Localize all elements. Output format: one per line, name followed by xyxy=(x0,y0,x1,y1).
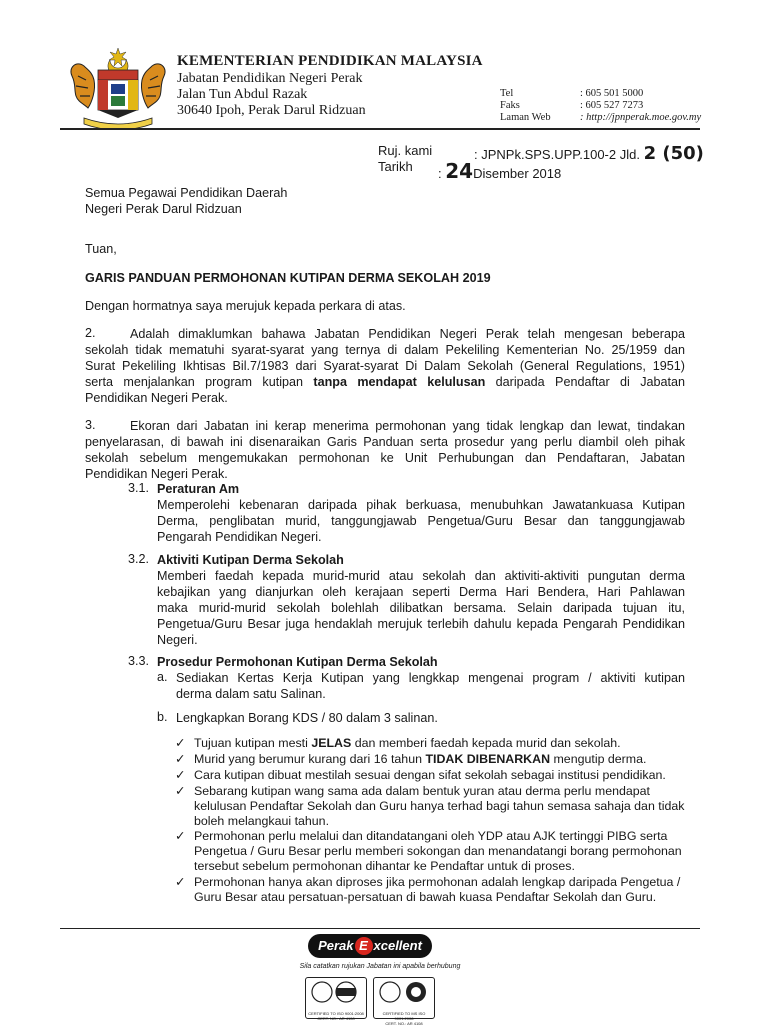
section-3-3-title: Prosedur Permohonan Kutipan Derma Sekolah xyxy=(157,655,438,669)
para2-bold-phrase: tanpa mendapat kelulusan xyxy=(313,375,486,389)
checkmark-icon: ✓ xyxy=(175,829,186,844)
item-text: Tujuan kutipan mesti xyxy=(194,736,308,750)
tel-value: : 605 501 5000 xyxy=(580,88,644,99)
section-3-2-line-4: Pengetua/Guru Besar juga hendaklah merujuk terlebih dahulu kepada Pengarah Pendidikan xyxy=(157,617,685,631)
logo-text-e: E xyxy=(355,937,373,955)
section-3-1-line-2: Derma, penglibatan murid, tanggungjawab Pengetua/Guru Besar dan tanggungjawab xyxy=(157,514,685,528)
item-text: Permohonan hanya akan diproses jika permohonan adalah lengkap daripada Pengetua / Guru Besar atau persatuan-persatuan di bawah kuasa Pendaftar Sekolah dan Guru. xyxy=(194,875,681,905)
section-3-2-number: 3.2. xyxy=(128,552,150,566)
item-a-label: a. xyxy=(157,670,168,684)
perak-excellent-logo xyxy=(308,934,432,958)
checklist-item xyxy=(175,784,687,829)
fax-value: : 605 527 7273 xyxy=(580,100,644,111)
item-bold-text: TIDAK DIBENARKAN xyxy=(425,751,551,766)
section-3-3-number: 3.3. xyxy=(128,654,150,668)
para3-number: 3. xyxy=(85,418,96,432)
item-bold-text: JELAS xyxy=(311,736,352,750)
letter-subject: GARIS PANDUAN PERMOHONAN KUTIPAN DERMA SEKOLAH 2019 xyxy=(85,271,491,285)
cert-text-1: CERTIFIED TO MS ISO 9001:2008 xyxy=(382,1011,426,1021)
para2-line-1: Adalah dimaklumkan bahawa Jabatan Pendidikan Negeri Perak telah mengesan beberapa xyxy=(130,327,685,341)
cert-text-2: CERT. NO.: AR 4108 xyxy=(317,1016,355,1021)
para3-line-4: Pendidikan Negeri Perak. xyxy=(85,467,228,481)
checkmark-icon: ✓ xyxy=(175,875,186,890)
intro-paragraph: Dengan hormatnya saya merujuk kepada perkara di atas. xyxy=(85,299,406,313)
para2-line-2: sekolah tidak mematuhi syarat-syarat yang ternya di dalam Pekeliling Kementerian No. 25/1959 dan xyxy=(85,343,685,357)
item-a-line-1: Sediakan Kertas Kerja Kutipan yang lengkkap mengenai program / aktiviti kutipan xyxy=(176,671,685,685)
para2-line-4-post: daripada Pendaftar di Jabatan xyxy=(495,375,686,389)
ms-iso-cert-badge xyxy=(373,977,435,1026)
date-colon: : xyxy=(438,166,442,181)
web-label: Laman Web xyxy=(500,112,551,123)
date-label: Tarikh xyxy=(378,159,413,174)
checklist-item xyxy=(175,875,687,905)
section-3-2-title: Aktiviti Kutipan Derma Sekolah xyxy=(157,553,344,567)
section-3-2-line-5: Negeri. xyxy=(157,633,198,647)
recipient-line-1: Semua Pegawai Pendidikan Daerah xyxy=(85,186,288,200)
requirements-checklist xyxy=(175,736,687,906)
address-line-2: 30640 Ipoh, Perak Darul Ridzuan xyxy=(177,103,366,118)
ministry-name: KEMENTERIAN PENDIDIKAN MALAYSIA xyxy=(177,53,483,69)
date-day-handwritten: 24 xyxy=(445,159,474,183)
salutation: Tuan, xyxy=(85,242,117,256)
checkmark-icon: ✓ xyxy=(175,767,186,782)
footer-divider xyxy=(60,928,700,929)
para2-line-5: Pendidikan Negeri Perak. xyxy=(85,391,228,405)
section-3-2-line-1: Memberi faedah kepada murid-murid atau sekolah dan aktiviti-aktiviti pungutan derma xyxy=(157,569,685,583)
item-b-label: b. xyxy=(157,710,168,724)
para2-line-4 xyxy=(85,374,685,390)
fax-label: Faks xyxy=(500,100,520,111)
iso-cert-badge xyxy=(305,977,367,1019)
item-text: dan memberi faedah kepada murid dan sekolah. xyxy=(354,736,621,750)
checklist-item xyxy=(175,752,687,767)
section-3-2-line-2: kebajikan yang dianjurkan oleh kerajaan seperti Derma Hari Bendera, Hari Pahlawan xyxy=(157,585,685,599)
coat-of-arms-logo xyxy=(66,46,170,130)
address-line-1: Jalan Tun Abdul Razak xyxy=(177,87,308,102)
section-3-1-line-3: Pengarah Pendidikan Negeri. xyxy=(157,530,322,544)
item-text: Permohonan perlu melalui dan ditandatangani oleh YDP atau AJK tertinggi PIBG serta Pengetua / Guru Besar perlu memberi sokongan dan menandatangi borang permohonan tersebut sebelum permohonan dihantar ke Pendaftar untuk di proses. xyxy=(194,829,682,874)
cert-text-2: CERT. NO.: AR 4108 xyxy=(385,1021,423,1026)
checkmark-icon: ✓ xyxy=(175,783,186,798)
logo-text-xcellent: xcellent xyxy=(373,938,422,953)
header-divider xyxy=(60,128,700,130)
tel-label: Tel xyxy=(500,88,514,99)
department-name: Jabatan Pendidikan Negeri Perak xyxy=(177,71,363,86)
date-month-year: Disember 2018 xyxy=(473,166,562,181)
checklist-item xyxy=(175,829,687,874)
item-text: Cara kutipan dibuat mestilah sesuai dengan sifat sekolah sebagai institusi pendidikan. xyxy=(194,767,666,782)
checklist-item xyxy=(175,736,687,751)
item-text: Murid yang berumur kurang dari 16 tahun xyxy=(194,751,422,766)
item-a-line-2: derma dalam satu Salinan. xyxy=(176,687,326,701)
checkmark-icon: ✓ xyxy=(175,751,186,766)
para2-line-4-pre: serta menjalankan program kutipan xyxy=(85,375,304,389)
para2-number: 2. xyxy=(85,326,96,340)
section-3-1-line-1: Memperolehi kebenaran daripada pihak berkuasa, menubuhkan Jawatankuasa Kutipan xyxy=(157,498,685,512)
item-b-text: Lengkapkan Borang KDS / 80 dalam 3 salinan. xyxy=(176,711,438,725)
item-text: mengutip derma. xyxy=(553,751,647,766)
reference-label: Ruj. kami xyxy=(378,143,433,158)
section-3-1-number: 3.1. xyxy=(128,481,150,495)
logo-text-perak: Perak xyxy=(318,938,354,953)
section-3-2-line-3: maka murid-murid sekolah bolehlah dilibatkan bersama. Selain daripada tujuan itu, xyxy=(157,601,685,615)
para2-line-3: Surat Pekeliling Ikhtisas Bil.7/1983 dari Syarat-syarat Di Dalam Sekolah (General Regulations, 1951) xyxy=(85,359,685,373)
certification-icon xyxy=(306,978,366,1006)
certification-icon xyxy=(374,978,434,1006)
date-value xyxy=(438,159,561,183)
item-text: Sebarang kutipan wang sama ada dalam bentuk yuran atau derma perlu mendapat kelulusan Pendaftar Sekolah dan Guru hanya terhad bagi tahun semasa sahaja dan tidak boleh melangkaui tahun. xyxy=(194,783,685,828)
cert-text-1: CERTIFIED TO ISO 9001:2008 xyxy=(308,1011,364,1016)
checkmark-icon: ✓ xyxy=(175,736,186,750)
reference-value: : JPNPk.SPS.UPP.100-2 Jld. xyxy=(474,147,640,162)
para3-line-3: sekolah sebelum mengemukakan permohonan ke Unit Perhubungan dan Pendaftaran, Jabatan xyxy=(85,451,685,465)
para3-line-1: Ekoran dari Jabatan ini kerap menerima permohonan yang tidak lengkap dan lewat, tindakan xyxy=(130,419,685,433)
reference-handwritten: 2 (50) xyxy=(643,143,704,164)
web-value: : http://jpnperak.moe.gov.my xyxy=(580,112,702,123)
recipient-line-2: Negeri Perak Darul Ridzuan xyxy=(85,202,242,216)
para3-line-2: penyelarasan, di bawah ini disenaraikan Garis Panduan serta prosedur yang perlu diambil oleh pihak xyxy=(85,435,685,449)
section-3-1-title: Peraturan Am xyxy=(157,482,240,496)
footer-note: Sila catatkan rujukan Jabatan ini apabila berhubung xyxy=(299,963,461,970)
checklist-item xyxy=(175,768,687,783)
